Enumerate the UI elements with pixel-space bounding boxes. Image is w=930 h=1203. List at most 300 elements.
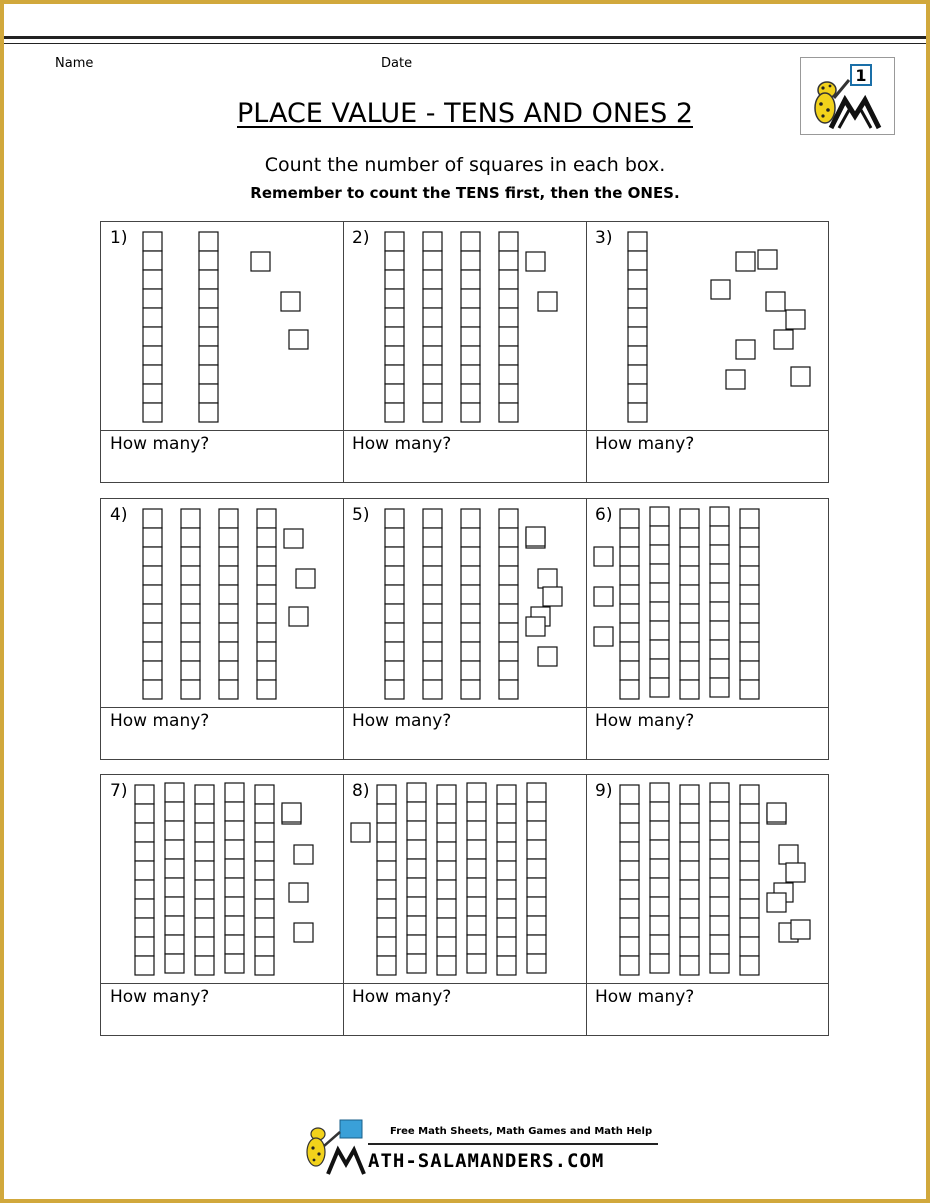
- unit-square: [680, 509, 699, 528]
- problem-number: 1): [110, 228, 128, 248]
- tens-rod: [650, 783, 669, 973]
- problem-number: 7): [110, 781, 128, 801]
- page-title: PLACE VALUE - TENS AND ONES 2: [237, 98, 693, 129]
- unit-square: [680, 918, 699, 937]
- how-many-prompt: How many?: [352, 434, 452, 454]
- unit-square: [499, 384, 518, 403]
- tens-rod: [219, 509, 238, 699]
- unit-square: [467, 935, 486, 954]
- unit-square: [199, 346, 218, 365]
- unit-square: [680, 823, 699, 842]
- ones-cube: [294, 923, 313, 942]
- tens-rod: [377, 785, 396, 975]
- unit-square: [680, 956, 699, 975]
- unit-square: [423, 270, 442, 289]
- unit-square: [385, 384, 404, 403]
- unit-square: [680, 604, 699, 623]
- how-many-prompt: How many?: [110, 987, 210, 1007]
- unit-square: [437, 861, 456, 880]
- unit-square: [255, 823, 274, 842]
- unit-square: [467, 802, 486, 821]
- ones-cube: [538, 569, 557, 588]
- unit-square: [255, 937, 274, 956]
- unit-square: [181, 623, 200, 642]
- tens-rod: [385, 232, 404, 422]
- tens-rod: [620, 785, 639, 975]
- unit-square: [680, 899, 699, 918]
- unit-square: [740, 785, 759, 804]
- unit-square: [385, 403, 404, 422]
- unit-square: [650, 935, 669, 954]
- unit-square: [219, 585, 238, 604]
- ones-cube: [526, 252, 545, 271]
- unit-square: [527, 916, 546, 935]
- base-ten-blocks: [343, 222, 583, 430]
- unit-square: [650, 526, 669, 545]
- unit-square: [199, 403, 218, 422]
- unit-square: [437, 899, 456, 918]
- ones-cube: [543, 587, 562, 606]
- ones-cube: [779, 845, 798, 864]
- unit-square: [650, 859, 669, 878]
- unit-square: [499, 232, 518, 251]
- unit-square: [385, 623, 404, 642]
- unit-square: [680, 861, 699, 880]
- unit-square: [620, 566, 639, 585]
- unit-square: [219, 623, 238, 642]
- unit-square: [257, 566, 276, 585]
- tens-rod: [497, 785, 516, 975]
- tens-rod: [199, 232, 218, 422]
- unit-square: [181, 680, 200, 699]
- unit-square: [181, 547, 200, 566]
- tens-rod: [225, 783, 244, 973]
- unit-square: [710, 935, 729, 954]
- how-many-prompt: How many?: [352, 711, 452, 731]
- unit-square: [461, 528, 480, 547]
- unit-square: [499, 346, 518, 365]
- unit-square: [650, 583, 669, 602]
- unit-square: [499, 661, 518, 680]
- ones-cube: [791, 367, 810, 386]
- unit-square: [710, 564, 729, 583]
- unit-square: [628, 289, 647, 308]
- unit-square: [195, 956, 214, 975]
- unit-square: [423, 384, 442, 403]
- unit-square: [497, 880, 516, 899]
- unit-square: [499, 308, 518, 327]
- problem-box: [343, 775, 586, 1037]
- unit-square: [407, 878, 426, 897]
- unit-square: [377, 918, 396, 937]
- tens-rod: [740, 785, 759, 975]
- unit-square: [467, 916, 486, 935]
- ones-cube: [526, 617, 545, 636]
- unit-square: [497, 804, 516, 823]
- tens-rod: [143, 232, 162, 422]
- unit-square: [225, 897, 244, 916]
- unit-square: [461, 509, 480, 528]
- unit-square: [620, 585, 639, 604]
- unit-square: [650, 878, 669, 897]
- unit-square: [740, 661, 759, 680]
- unit-square: [710, 783, 729, 802]
- footer-brand: ATH-SALAMANDERS.COM: [368, 1150, 605, 1172]
- unit-square: [680, 937, 699, 956]
- tens-rod: [135, 785, 154, 975]
- unit-square: [143, 384, 162, 403]
- name-label: Name: [55, 56, 94, 71]
- unit-square: [165, 878, 184, 897]
- base-ten-blocks: [101, 499, 341, 707]
- unit-square: [143, 642, 162, 661]
- tens-rod: [143, 509, 162, 699]
- unit-square: [527, 897, 546, 916]
- unit-square: [181, 661, 200, 680]
- unit-square: [407, 859, 426, 878]
- tens-rod: [461, 509, 480, 699]
- unit-square: [385, 289, 404, 308]
- unit-square: [423, 528, 442, 547]
- unit-square: [650, 783, 669, 802]
- unit-square: [135, 899, 154, 918]
- problem-number: 5): [352, 505, 370, 525]
- unit-square: [219, 680, 238, 699]
- unit-square: [497, 956, 516, 975]
- base-ten-blocks: [101, 222, 341, 430]
- date-label: Date: [381, 56, 413, 71]
- unit-square: [199, 270, 218, 289]
- unit-square: [143, 251, 162, 270]
- unit-square: [423, 566, 442, 585]
- unit-square: [650, 659, 669, 678]
- unit-square: [165, 954, 184, 973]
- unit-square: [710, 878, 729, 897]
- unit-square: [437, 918, 456, 937]
- unit-square: [740, 509, 759, 528]
- unit-square: [467, 897, 486, 916]
- unit-square: [385, 251, 404, 270]
- ones-cube: [726, 370, 745, 389]
- unit-square: [620, 937, 639, 956]
- unit-square: [499, 327, 518, 346]
- unit-square: [423, 403, 442, 422]
- unit-square: [423, 642, 442, 661]
- tens-rod: [628, 232, 647, 422]
- ones-cube: [526, 527, 545, 546]
- unit-square: [740, 547, 759, 566]
- how-many-prompt: How many?: [595, 711, 695, 731]
- base-ten-blocks: [586, 775, 826, 983]
- unit-square: [385, 509, 404, 528]
- unit-square: [219, 642, 238, 661]
- unit-square: [257, 528, 276, 547]
- unit-square: [255, 804, 274, 823]
- unit-square: [225, 802, 244, 821]
- problem-box: [343, 499, 586, 761]
- unit-square: [385, 585, 404, 604]
- unit-square: [650, 897, 669, 916]
- unit-square: [628, 251, 647, 270]
- logo-badge: 1: [855, 66, 867, 85]
- unit-square: [467, 954, 486, 973]
- unit-square: [385, 642, 404, 661]
- instruction-text: Count the number of squares in each box.: [264, 154, 666, 176]
- unit-square: [650, 802, 669, 821]
- unit-square: [620, 823, 639, 842]
- unit-square: [650, 507, 669, 526]
- unit-square: [385, 308, 404, 327]
- unit-square: [195, 823, 214, 842]
- unit-square: [135, 804, 154, 823]
- unit-square: [740, 680, 759, 699]
- how-many-prompt: How many?: [595, 434, 695, 454]
- ones-cube: [736, 252, 755, 271]
- unit-square: [437, 937, 456, 956]
- unit-square: [650, 678, 669, 697]
- ones-cube: [786, 863, 805, 882]
- tens-rod: [650, 507, 669, 697]
- unit-square: [620, 956, 639, 975]
- how-many-prompt: How many?: [110, 711, 210, 731]
- unit-square: [740, 842, 759, 861]
- unit-square: [385, 661, 404, 680]
- unit-square: [423, 604, 442, 623]
- unit-square: [499, 509, 518, 528]
- unit-square: [423, 680, 442, 699]
- ones-cube: [296, 569, 315, 588]
- how-many-prompt: How many?: [110, 434, 210, 454]
- unit-square: [499, 642, 518, 661]
- unit-square: [423, 308, 442, 327]
- tens-rod: [385, 509, 404, 699]
- unit-square: [710, 897, 729, 916]
- unit-square: [423, 547, 442, 566]
- tens-rod: [423, 509, 442, 699]
- unit-square: [143, 547, 162, 566]
- unit-square: [225, 821, 244, 840]
- unit-square: [257, 680, 276, 699]
- unit-square: [527, 954, 546, 973]
- unit-square: [461, 365, 480, 384]
- unit-square: [680, 642, 699, 661]
- footer-tagline: Free Math Sheets, Math Games and Math Help: [390, 1126, 653, 1137]
- unit-square: [710, 916, 729, 935]
- unit-square: [219, 566, 238, 585]
- unit-square: [143, 270, 162, 289]
- unit-square: [165, 783, 184, 802]
- unit-square: [143, 661, 162, 680]
- unit-square: [165, 821, 184, 840]
- unit-square: [497, 842, 516, 861]
- unit-square: [499, 289, 518, 308]
- unit-square: [461, 384, 480, 403]
- unit-square: [219, 528, 238, 547]
- ones-cube: [767, 803, 786, 822]
- unit-square: [740, 956, 759, 975]
- unit-square: [497, 861, 516, 880]
- unit-square: [497, 937, 516, 956]
- unit-square: [407, 783, 426, 802]
- unit-square: [650, 821, 669, 840]
- unit-square: [680, 785, 699, 804]
- unit-square: [255, 861, 274, 880]
- unit-square: [740, 899, 759, 918]
- unit-square: [710, 840, 729, 859]
- unit-square: [195, 899, 214, 918]
- problem-number: 6): [595, 505, 613, 525]
- unit-square: [225, 935, 244, 954]
- unit-square: [461, 308, 480, 327]
- unit-square: [527, 859, 546, 878]
- unit-square: [461, 403, 480, 422]
- unit-square: [620, 899, 639, 918]
- how-many-prompt: How many?: [595, 987, 695, 1007]
- unit-square: [620, 785, 639, 804]
- unit-square: [620, 880, 639, 899]
- ones-cube: [594, 547, 613, 566]
- unit-square: [710, 583, 729, 602]
- unit-square: [199, 365, 218, 384]
- unit-square: [461, 566, 480, 585]
- tens-rod: [680, 509, 699, 699]
- unit-square: [423, 289, 442, 308]
- unit-square: [710, 659, 729, 678]
- unit-square: [165, 916, 184, 935]
- unit-square: [620, 842, 639, 861]
- unit-square: [225, 783, 244, 802]
- unit-square: [680, 566, 699, 585]
- unit-square: [461, 623, 480, 642]
- tens-rod: [255, 785, 274, 975]
- unit-square: [499, 270, 518, 289]
- unit-square: [740, 880, 759, 899]
- unit-square: [650, 621, 669, 640]
- tens-rod: [437, 785, 456, 975]
- unit-square: [135, 956, 154, 975]
- unit-square: [257, 623, 276, 642]
- unit-square: [437, 785, 456, 804]
- unit-square: [620, 680, 639, 699]
- unit-square: [385, 680, 404, 699]
- unit-square: [181, 642, 200, 661]
- unit-square: [650, 640, 669, 659]
- unit-square: [423, 623, 442, 642]
- unit-square: [740, 823, 759, 842]
- unit-square: [710, 802, 729, 821]
- unit-square: [628, 270, 647, 289]
- unit-square: [195, 804, 214, 823]
- unit-square: [255, 918, 274, 937]
- unit-square: [423, 232, 442, 251]
- unit-square: [377, 861, 396, 880]
- unit-square: [499, 528, 518, 547]
- unit-square: [165, 802, 184, 821]
- unit-square: [423, 327, 442, 346]
- unit-square: [423, 346, 442, 365]
- unit-square: [385, 346, 404, 365]
- unit-square: [740, 623, 759, 642]
- unit-square: [461, 270, 480, 289]
- problem-number: 4): [110, 505, 128, 525]
- unit-square: [385, 528, 404, 547]
- tens-rod: [499, 232, 518, 422]
- unit-square: [437, 823, 456, 842]
- ones-cube: [711, 280, 730, 299]
- unit-square: [143, 585, 162, 604]
- unit-square: [680, 623, 699, 642]
- unit-square: [257, 509, 276, 528]
- unit-square: [165, 897, 184, 916]
- unit-square: [407, 802, 426, 821]
- unit-square: [467, 783, 486, 802]
- unit-square: [143, 365, 162, 384]
- how-many-prompt: How many?: [352, 987, 452, 1007]
- unit-square: [461, 289, 480, 308]
- unit-square: [135, 823, 154, 842]
- ones-cube: [289, 607, 308, 626]
- unit-square: [199, 384, 218, 403]
- unit-square: [225, 916, 244, 935]
- unit-square: [377, 937, 396, 956]
- unit-square: [499, 365, 518, 384]
- problem-row-3: [100, 774, 829, 1036]
- unit-square: [740, 918, 759, 937]
- ones-cube: [767, 893, 786, 912]
- ones-cube: [351, 823, 370, 842]
- unit-square: [195, 842, 214, 861]
- tens-rod: [181, 509, 200, 699]
- problem-row-1: [100, 221, 829, 483]
- unit-square: [143, 289, 162, 308]
- tens-rod: [165, 783, 184, 973]
- problem-box: [101, 222, 343, 484]
- unit-square: [461, 661, 480, 680]
- unit-square: [461, 604, 480, 623]
- problem-box: [586, 222, 830, 484]
- unit-square: [628, 327, 647, 346]
- problem-box: [586, 499, 830, 761]
- ones-cube: [281, 292, 300, 311]
- unit-square: [135, 861, 154, 880]
- unit-square: [499, 623, 518, 642]
- unit-square: [467, 878, 486, 897]
- unit-square: [423, 251, 442, 270]
- unit-square: [407, 916, 426, 935]
- tens-rod: [257, 509, 276, 699]
- ones-cube: [791, 920, 810, 939]
- unit-square: [257, 547, 276, 566]
- unit-square: [225, 878, 244, 897]
- unit-square: [740, 585, 759, 604]
- unit-square: [135, 785, 154, 804]
- unit-square: [461, 547, 480, 566]
- unit-square: [199, 289, 218, 308]
- tens-rod: [499, 509, 518, 699]
- unit-square: [740, 566, 759, 585]
- unit-square: [680, 880, 699, 899]
- unit-square: [740, 861, 759, 880]
- unit-square: [497, 785, 516, 804]
- unit-square: [143, 346, 162, 365]
- unit-square: [407, 821, 426, 840]
- unit-square: [461, 232, 480, 251]
- unit-square: [377, 785, 396, 804]
- ones-cube: [758, 250, 777, 269]
- unit-square: [165, 859, 184, 878]
- unit-square: [650, 916, 669, 935]
- unit-square: [377, 899, 396, 918]
